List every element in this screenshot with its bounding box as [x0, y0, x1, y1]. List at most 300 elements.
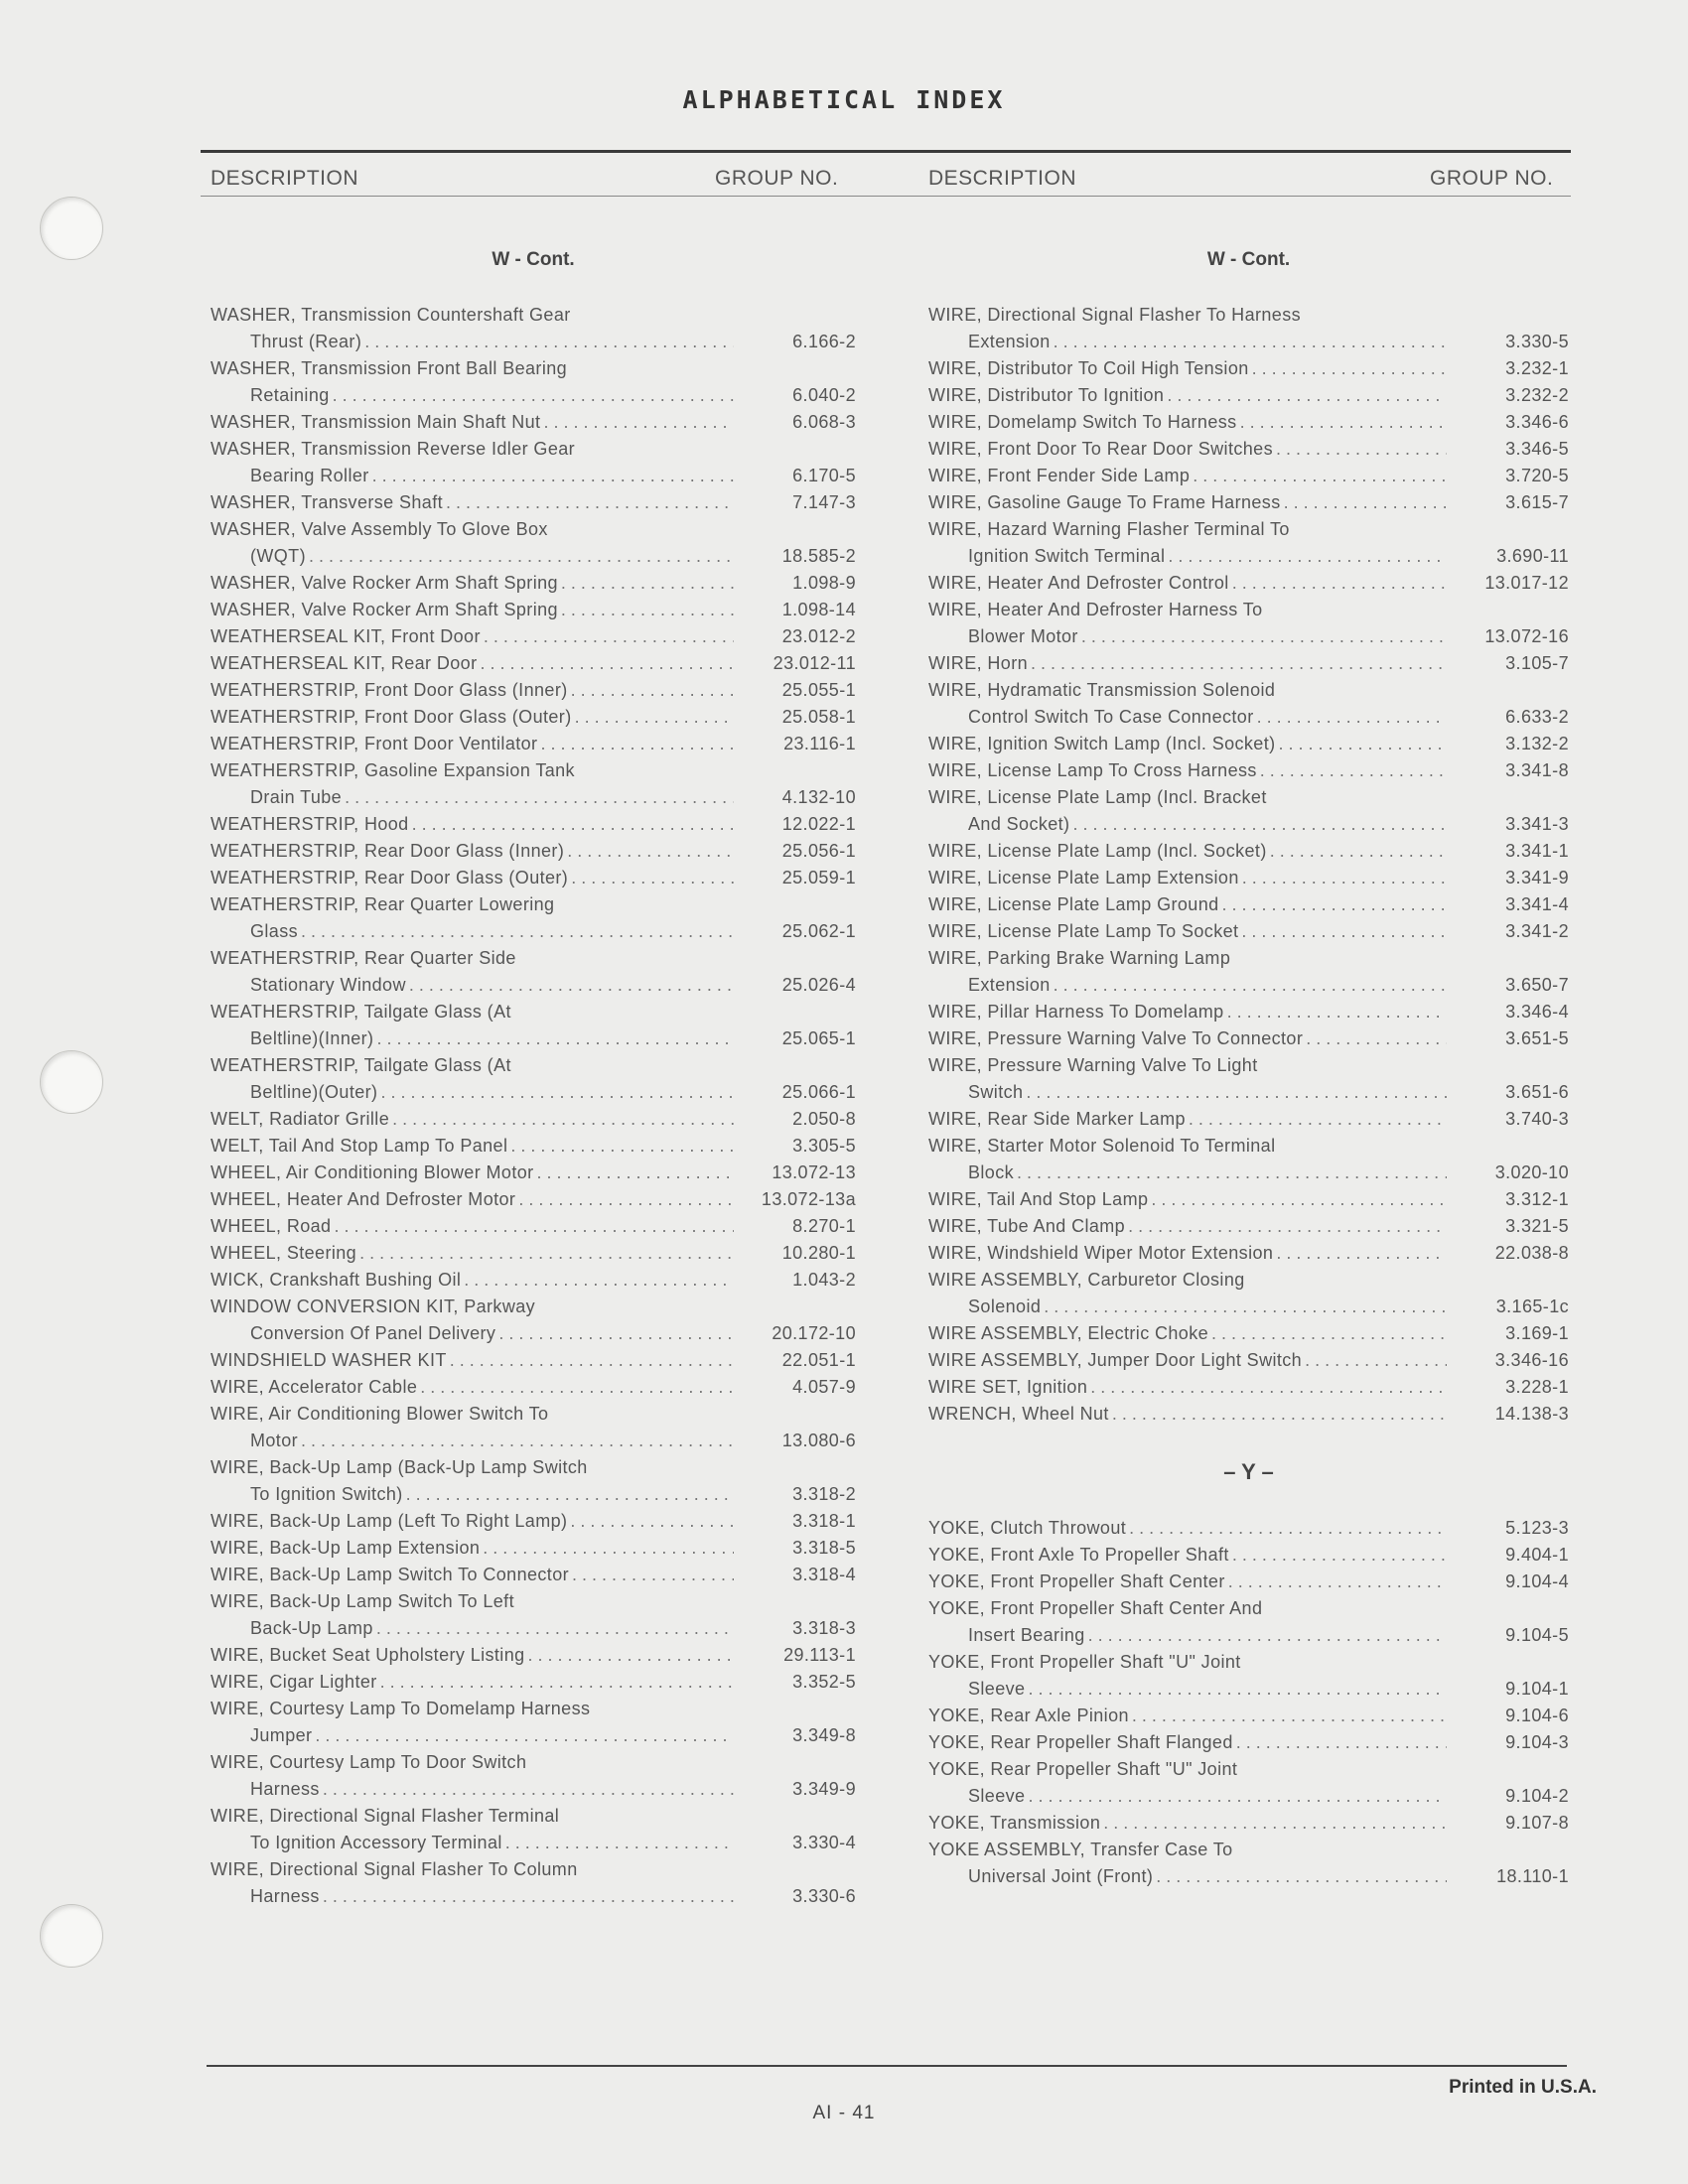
entry-group-number: 23.012-2: [781, 626, 856, 646]
entry-group-number: 22.051-1: [781, 1350, 856, 1370]
entry-group-number: 9.404-1: [1505, 1545, 1569, 1565]
entry-line: [928, 1810, 1569, 1837]
entry-group-number: 3.341-8: [1505, 760, 1569, 780]
entry-description: YOKE, Clutch Throwout: [928, 1518, 1127, 1538]
entry-line: [928, 757, 1569, 784]
dot-leader: [1072, 811, 1447, 838]
entry-line: [211, 463, 856, 489]
entry-description: WIRE, Back-Up Lamp Extension: [211, 1538, 481, 1558]
index-entry: [928, 570, 1569, 597]
entry-line: [211, 1535, 856, 1562]
dot-leader: [570, 1508, 734, 1535]
entry-description: WIRE, Pressure Warning Valve To Connector: [928, 1028, 1304, 1048]
entry-line: [928, 1542, 1569, 1569]
index-entry: [928, 945, 1569, 999]
entry-description: WIRE, Starter Motor Solenoid To Terminal: [928, 1136, 1276, 1156]
entry-line: [928, 731, 1569, 757]
entry-line: [211, 355, 856, 382]
entry-line: [928, 650, 1569, 677]
entry-line: [928, 1622, 1569, 1649]
entry-line: [928, 891, 1569, 918]
entry-description: To Ignition Switch): [250, 1484, 403, 1504]
entry-group-number: 14.138-3: [1494, 1404, 1569, 1424]
index-entry: [928, 1401, 1569, 1428]
entry-description: WINDSHIELD WASHER KIT: [211, 1350, 447, 1370]
entry-group-number: 3.651-5: [1505, 1028, 1569, 1048]
entry-line: [211, 784, 856, 811]
entry-line: [928, 355, 1569, 382]
entry-line: [928, 972, 1569, 999]
entry-line: [928, 409, 1569, 436]
left-group-header: GROUP NO.: [715, 167, 839, 190]
entry-description: WIRE, Air Conditioning Blower Switch To: [211, 1404, 549, 1424]
entry-group-number: 3.346-4: [1505, 1002, 1569, 1022]
entry-group-number: 6.040-2: [792, 385, 856, 405]
entry-description: WICK, Crankshaft Bushing Oil: [211, 1270, 462, 1290]
entry-line: [928, 543, 1569, 570]
dot-leader: [1257, 704, 1447, 731]
index-entry: [211, 677, 856, 704]
entry-line: [211, 489, 856, 516]
entry-line: [928, 1025, 1569, 1052]
entry-description: YOKE, Rear Propeller Shaft "U" Joint: [928, 1759, 1238, 1779]
entry-line: [211, 1160, 856, 1186]
entry-description: Drain Tube: [250, 787, 343, 807]
footer-rule: [207, 2065, 1567, 2067]
entry-group-number: 3.341-3: [1505, 814, 1569, 834]
dot-leader: [1168, 543, 1447, 570]
index-entry: [928, 1649, 1569, 1703]
entry-group-number: 3.720-5: [1505, 466, 1569, 485]
printed-in-usa: Printed in U.S.A.: [1449, 2077, 1597, 2098]
dot-leader: [1151, 1186, 1447, 1213]
entry-line: [928, 1347, 1569, 1374]
entry-group-number: 9.104-3: [1505, 1732, 1569, 1752]
dot-leader: [334, 1213, 734, 1240]
entry-group-number: 3.352-5: [792, 1672, 856, 1692]
dot-leader: [446, 489, 734, 516]
dot-leader: [498, 1320, 734, 1347]
entry-description: To Ignition Accessory Terminal: [250, 1833, 502, 1852]
index-entry: [928, 516, 1569, 570]
entry-description: WIRE, Horn: [928, 653, 1029, 673]
entry-description: WEATHERSEAL KIT, Rear Door: [211, 653, 478, 673]
entry-line: [211, 1374, 856, 1401]
entry-description: YOKE, Front Propeller Shaft "U" Joint: [928, 1652, 1241, 1672]
entry-description: Stationary Window: [250, 975, 406, 995]
entry-group-number: 13.072-13a: [761, 1189, 856, 1209]
entry-description: Back-Up Lamp: [250, 1618, 373, 1638]
entry-line: [211, 1803, 856, 1830]
entry-line: [211, 1588, 856, 1615]
entry-description: WIRE, Cigar Lighter: [211, 1672, 377, 1692]
entry-group-number: 18.585-2: [781, 546, 856, 566]
entry-description: WIRE, Directional Signal Flasher To Column: [211, 1859, 578, 1879]
entry-group-number: 3.165-1c: [1495, 1297, 1569, 1316]
dot-leader: [464, 1267, 734, 1294]
entry-group-number: 3.346-16: [1494, 1350, 1569, 1370]
entry-line: [928, 1729, 1569, 1756]
page-title: ALPHABETICAL INDEX: [682, 85, 1006, 114]
index-entry: [211, 1240, 856, 1267]
entry-line: [211, 677, 856, 704]
index-entry: [211, 1696, 856, 1749]
entry-description: WASHER, Transmission Front Ball Bearing: [211, 358, 568, 378]
entry-description: WEATHERSEAL KIT, Front Door: [211, 626, 481, 646]
entry-description: WIRE, Back-Up Lamp (Back-Up Lamp Switch: [211, 1457, 588, 1477]
dot-leader: [420, 1374, 734, 1401]
entry-description: Beltline)(Inner): [250, 1028, 374, 1048]
entry-line: [928, 1756, 1569, 1783]
entry-group-number: 4.132-10: [781, 787, 856, 807]
index-entry: [928, 1374, 1569, 1401]
entry-line: [211, 1079, 856, 1106]
dot-leader: [1232, 1542, 1447, 1569]
dot-leader: [1128, 1213, 1447, 1240]
index-entry: [211, 1454, 856, 1508]
dot-leader: [484, 623, 734, 650]
dot-leader: [561, 570, 734, 597]
entry-description: Sleeve: [968, 1786, 1026, 1806]
header-rule-bottom: [201, 196, 1571, 197]
entry-line: [211, 1481, 856, 1508]
dot-leader: [510, 1133, 734, 1160]
entry-description: Insert Bearing: [968, 1625, 1085, 1645]
entry-description: And Socket): [968, 814, 1070, 834]
entry-description: WEATHERSTRIP, Gasoline Expansion Tank: [211, 760, 575, 780]
entry-group-number: 3.651-6: [1505, 1082, 1569, 1102]
index-entry: [211, 355, 856, 409]
entry-line: [928, 784, 1569, 811]
entry-description: WASHER, Transverse Shaft: [211, 492, 444, 512]
index-entry: [928, 918, 1569, 945]
index-entry: [928, 1569, 1569, 1595]
entry-description: Bearing Roller: [250, 466, 369, 485]
entry-description: WIRE, Tail And Stop Lamp: [928, 1189, 1149, 1209]
dot-leader: [409, 972, 734, 999]
entry-description: WIRE, Directional Signal Flasher Terminal: [211, 1806, 560, 1826]
entry-description: WHEEL, Steering: [211, 1243, 357, 1263]
index-entry: [928, 1133, 1569, 1186]
dot-leader: [1081, 623, 1447, 650]
left-entry-list: [211, 302, 856, 1910]
index-entry: [211, 1213, 856, 1240]
page-number: AI - 41: [812, 2103, 876, 2123]
entry-line: [928, 516, 1569, 543]
dot-leader: [406, 1481, 734, 1508]
entry-description: WIRE, Back-Up Lamp (Left To Right Lamp): [211, 1511, 568, 1531]
dot-leader: [1189, 1106, 1447, 1133]
entry-description: YOKE, Front Propeller Shaft Center: [928, 1571, 1225, 1591]
index-entry: [211, 838, 856, 865]
entry-line: [211, 1508, 856, 1535]
entry-description: WIRE, Distributor To Ignition: [928, 385, 1165, 405]
entry-line: [928, 704, 1569, 731]
entry-description: WIRE, Heater And Defroster Control: [928, 573, 1229, 593]
entry-line: [928, 1186, 1569, 1213]
entry-description: WEATHERSTRIP, Tailgate Glass (At: [211, 1055, 511, 1075]
dot-leader: [392, 1106, 734, 1133]
left-index-column: [211, 248, 856, 1910]
dot-leader: [301, 918, 734, 945]
index-entry: [928, 677, 1569, 731]
index-entry: [211, 1535, 856, 1562]
dot-leader: [450, 1347, 734, 1374]
entry-description: WIRE, License Plate Lamp Extension: [928, 868, 1239, 887]
entry-line: [928, 1052, 1569, 1079]
entry-line: [211, 1642, 856, 1669]
entry-description: WIRE, License Plate Lamp (Incl. Bracket: [928, 787, 1267, 807]
entry-line: [928, 1079, 1569, 1106]
entry-group-number: 1.043-2: [792, 1270, 856, 1290]
index-entry: [211, 1401, 856, 1454]
entry-group-number: 25.059-1: [781, 868, 856, 887]
entry-line: [928, 838, 1569, 865]
entry-description: Universal Joint (Front): [968, 1866, 1154, 1886]
entry-description: Ignition Switch Terminal: [968, 546, 1166, 566]
entry-line: [928, 1240, 1569, 1267]
entry-group-number: 29.113-1: [783, 1645, 856, 1665]
dot-leader: [380, 1669, 734, 1696]
entry-line: [928, 811, 1569, 838]
entry-line: [211, 436, 856, 463]
entry-group-number: 20.172-10: [772, 1323, 856, 1343]
entry-group-number: 12.022-1: [781, 814, 856, 834]
entry-line: [928, 945, 1569, 972]
index-entry: [211, 302, 856, 355]
entry-description: WIRE, License Plate Lamp (Incl. Socket): [928, 841, 1267, 861]
entry-description: WEATHERSTRIP, Rear Door Glass (Outer): [211, 868, 569, 887]
entry-line: [928, 1213, 1569, 1240]
entry-description: WEATHERSTRIP, Front Door Ventilator: [211, 734, 538, 753]
dot-leader: [372, 463, 734, 489]
entry-line: [211, 1320, 856, 1347]
index-entry: [928, 1515, 1569, 1542]
entry-group-number: 9.104-5: [1505, 1625, 1569, 1645]
dot-leader: [1031, 650, 1447, 677]
entry-group-number: 2.050-8: [792, 1109, 856, 1129]
entry-group-number: 13.072-16: [1484, 626, 1569, 646]
index-entry: [211, 891, 856, 945]
entry-description: WINDOW CONVERSION KIT, Parkway: [211, 1297, 536, 1316]
dot-leader: [1156, 1863, 1447, 1890]
entry-group-number: 3.228-1: [1505, 1377, 1569, 1397]
index-entry: [211, 650, 856, 677]
entry-group-number: 3.615-7: [1505, 492, 1569, 512]
entry-description: WIRE, Hydramatic Transmission Solenoid: [928, 680, 1276, 700]
entry-description: WEATHERSTRIP, Hood: [211, 814, 409, 834]
entry-description: WASHER, Valve Rocker Arm Shaft Spring: [211, 600, 558, 619]
entry-description: WEATHERSTRIP, Tailgate Glass (At: [211, 1002, 511, 1022]
index-entry: [211, 409, 856, 436]
entry-description: WEATHERSTRIP, Front Door Glass (Outer): [211, 707, 572, 727]
entry-line: [928, 865, 1569, 891]
entry-line: [211, 1213, 856, 1240]
entry-group-number: 3.232-1: [1505, 358, 1569, 378]
index-entry: [211, 731, 856, 757]
entry-description: WIRE, Rear Side Marker Lamp: [928, 1109, 1186, 1129]
left-description-header: DESCRIPTION: [211, 167, 359, 190]
entry-description: WASHER, Transmission Reverse Idler Gear: [211, 439, 576, 459]
index-entry: [928, 1186, 1569, 1213]
entry-line: [928, 302, 1569, 329]
dot-leader: [1103, 1810, 1447, 1837]
entry-line: [211, 1052, 856, 1079]
entry-line: [928, 463, 1569, 489]
binder-hole-middle: [40, 1050, 103, 1114]
index-entry: [928, 355, 1569, 382]
dot-leader: [1044, 1294, 1447, 1320]
entry-group-number: 8.270-1: [792, 1216, 856, 1236]
entry-description: WIRE, Parking Brake Warning Lamp: [928, 948, 1231, 968]
entry-group-number: 3.341-2: [1505, 921, 1569, 941]
dot-leader: [1112, 1401, 1447, 1428]
entry-description: WIRE, Courtesy Lamp To Domelamp Harness: [211, 1699, 591, 1718]
entry-line: [211, 543, 856, 570]
entry-line: [211, 1428, 856, 1454]
entry-description: WIRE, Domelamp Switch To Harness: [928, 412, 1237, 432]
entry-line: [211, 757, 856, 784]
index-entry: [211, 1186, 856, 1213]
dot-leader: [412, 811, 734, 838]
dot-leader: [571, 865, 734, 891]
entry-description: WIRE, Front Fender Side Lamp: [928, 466, 1191, 485]
index-entry: [211, 1642, 856, 1669]
entry-line: [928, 1649, 1569, 1676]
entry-line: [928, 436, 1569, 463]
dot-leader: [1222, 891, 1447, 918]
entry-description: WIRE ASSEMBLY, Electric Choke: [928, 1323, 1209, 1343]
entry-line: [211, 1294, 856, 1320]
dot-leader: [323, 1776, 734, 1803]
entry-line: [928, 1595, 1569, 1622]
entry-group-number: 3.132-2: [1505, 734, 1569, 753]
entry-line: [211, 1267, 856, 1294]
entry-description: WASHER, Transmission Main Shaft Nut: [211, 412, 541, 432]
entry-description: WIRE, Front Door To Rear Door Switches: [928, 439, 1273, 459]
index-entry: [928, 302, 1569, 355]
dot-leader: [1228, 1569, 1447, 1595]
entry-description: WELT, Radiator Grille: [211, 1109, 390, 1129]
entry-line: [211, 1106, 856, 1133]
entry-group-number: 25.066-1: [781, 1082, 856, 1102]
dot-leader: [518, 1186, 734, 1213]
dot-leader: [359, 1240, 734, 1267]
index-entry: [928, 891, 1569, 918]
entry-group-number: 3.312-1: [1505, 1189, 1569, 1209]
entry-line: [928, 329, 1569, 355]
dot-leader: [543, 409, 734, 436]
entry-line: [211, 838, 856, 865]
dot-leader: [1270, 838, 1447, 865]
entry-description: WIRE, Back-Up Lamp Switch To Connector: [211, 1565, 569, 1584]
entry-group-number: 10.280-1: [781, 1243, 856, 1263]
entry-line: [211, 811, 856, 838]
dot-leader: [1241, 918, 1447, 945]
entry-line: [928, 1401, 1569, 1428]
entry-group-number: 25.058-1: [781, 707, 856, 727]
index-entry: [211, 1267, 856, 1294]
entry-description: WEATHERSTRIP, Rear Quarter Side: [211, 948, 516, 968]
entry-group-number: 3.740-3: [1505, 1109, 1569, 1129]
index-entry: [211, 1562, 856, 1588]
dot-leader: [1227, 999, 1447, 1025]
entry-description: Block: [968, 1162, 1015, 1182]
entry-group-number: 6.170-5: [792, 466, 856, 485]
entry-description: Switch: [968, 1082, 1024, 1102]
entry-line: [928, 489, 1569, 516]
entry-line: [211, 1454, 856, 1481]
entry-line: [211, 945, 856, 972]
entry-group-number: 9.104-6: [1505, 1706, 1569, 1725]
index-entry: [928, 409, 1569, 436]
entry-description: Thrust (Rear): [250, 332, 362, 351]
entry-group-number: 13.017-12: [1484, 573, 1569, 593]
dot-leader: [301, 1428, 734, 1454]
entry-description: WIRE ASSEMBLY, Jumper Door Light Switch: [928, 1350, 1303, 1370]
dot-leader: [376, 1615, 734, 1642]
entry-line: [211, 382, 856, 409]
dot-leader: [575, 704, 734, 731]
entry-description: Beltline)(Outer): [250, 1082, 378, 1102]
index-entry: [211, 811, 856, 838]
index-entry: [928, 1810, 1569, 1837]
dot-leader: [1306, 1025, 1447, 1052]
entry-description: WIRE, Pillar Harness To Domelamp: [928, 1002, 1224, 1022]
dot-leader: [1276, 436, 1447, 463]
entry-group-number: 3.321-5: [1505, 1216, 1569, 1236]
dot-leader: [1236, 1729, 1447, 1756]
index-entry: [928, 757, 1569, 784]
entry-line: [211, 597, 856, 623]
dot-leader: [1242, 865, 1447, 891]
dot-leader: [505, 1830, 734, 1856]
entry-description: WASHER, Valve Rocker Arm Shaft Spring: [211, 573, 558, 593]
entry-description: YOKE ASSEMBLY, Transfer Case To: [928, 1840, 1233, 1859]
index-entry: [928, 1106, 1569, 1133]
index-entry: [211, 1669, 856, 1696]
entry-description: WASHER, Transmission Countershaft Gear: [211, 305, 571, 325]
index-entry: [928, 597, 1569, 650]
entry-line: [211, 972, 856, 999]
index-entry: [928, 1213, 1569, 1240]
entry-group-number: 3.341-4: [1505, 894, 1569, 914]
entry-group-number: 18.110-1: [1496, 1866, 1569, 1886]
entry-description: WIRE, Tube And Clamp: [928, 1216, 1126, 1236]
entry-line: [211, 918, 856, 945]
entry-group-number: 3.318-2: [792, 1484, 856, 1504]
entry-description: WHEEL, Heater And Defroster Motor: [211, 1189, 516, 1209]
entry-line: [211, 891, 856, 918]
entry-description: (WQT): [250, 546, 306, 566]
dot-leader: [483, 1535, 734, 1562]
dot-leader: [571, 677, 734, 704]
entry-description: Extension: [968, 332, 1051, 351]
entry-group-number: 3.341-9: [1505, 868, 1569, 887]
dot-leader: [1088, 1622, 1447, 1649]
dot-leader: [380, 1079, 734, 1106]
entry-line: [211, 329, 856, 355]
index-entry: [928, 1347, 1569, 1374]
entry-line: [211, 1133, 856, 1160]
index-entry: [211, 1160, 856, 1186]
dot-leader: [528, 1642, 734, 1669]
entry-description: WELT, Tail And Stop Lamp To Panel: [211, 1136, 508, 1156]
entry-group-number: 3.318-3: [792, 1618, 856, 1638]
index-entry: [211, 516, 856, 570]
dot-leader: [1232, 570, 1447, 597]
entry-line: [928, 1837, 1569, 1863]
